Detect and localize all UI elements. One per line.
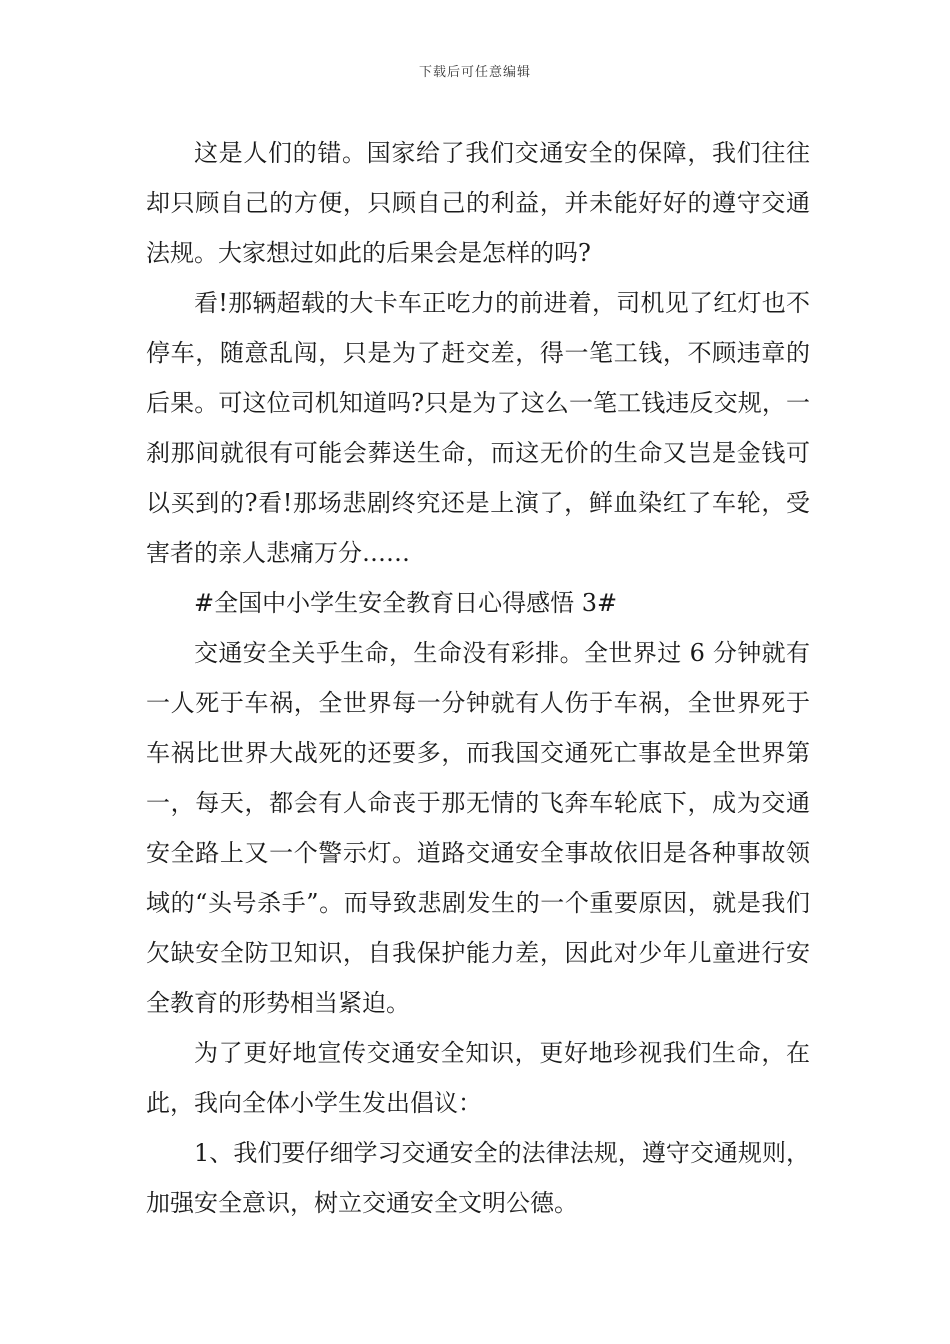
paragraph-proposal-intro: 为了更好地宣传交通安全知识，更好地珍视我们生命，在此，我向全体小学生发出倡议： bbox=[146, 1039, 810, 1117]
section-heading: #全国中小学生安全教育日心得感悟 3# bbox=[194, 589, 618, 617]
proposal-item-1: 1、我们要仔细学习交通安全的法律法规，遵守交通规则，加强安全意识，树立交通安全文明公德。 bbox=[146, 1139, 810, 1217]
document-body bbox=[146, 128, 810, 1228]
paragraph-life-no-rehearsal: 交通安全关乎生命，生命没有彩排。全世界过 6 分钟就有一人死于车祸，全世界每一分钟就有人伤于车祸，全世界死于车祸比世界大战死的还要多，而我国交通死亡事故是全世界第一，每天，都会有人命丧于那无情的飞奔车轮底下，成为交通安全路上又一个警示灯。道路交通安全事故依旧是各种事故领域的“头号杀手”。而导致悲剧发生的一个重要原因，就是我们欠缺安全防卫知识，自我保护能力差，因此对少年儿童进行安全教育的形势相当紧迫。 bbox=[146, 639, 810, 1017]
paragraph-overloaded-truck: 看!那辆超载的大卡车正吃力的前进着，司机见了红灯也不停车，随意乱闯，只是为了赶交差，得一笔工钱，不顾违章的后果。可这位司机知道吗?只是为了这么一笔工钱违反交规，一刹那间就很有可能会葬送生命，而这无价的生命又岂是金钱可以买到的?看!那场悲剧终究还是上演了，鲜血染红了车轮，受害者的亲人悲痛万分…… bbox=[146, 289, 810, 567]
paragraph-traffic-responsibility: 这是人们的错。国家给了我们交通安全的保障，我们往往却只顾自己的方便，只顾自己的利益，并未能好好的遵守交通法规。大家想过如此的后果会是怎样的吗? bbox=[146, 139, 810, 267]
page-header: 下载后可任意编辑 bbox=[418, 65, 531, 80]
